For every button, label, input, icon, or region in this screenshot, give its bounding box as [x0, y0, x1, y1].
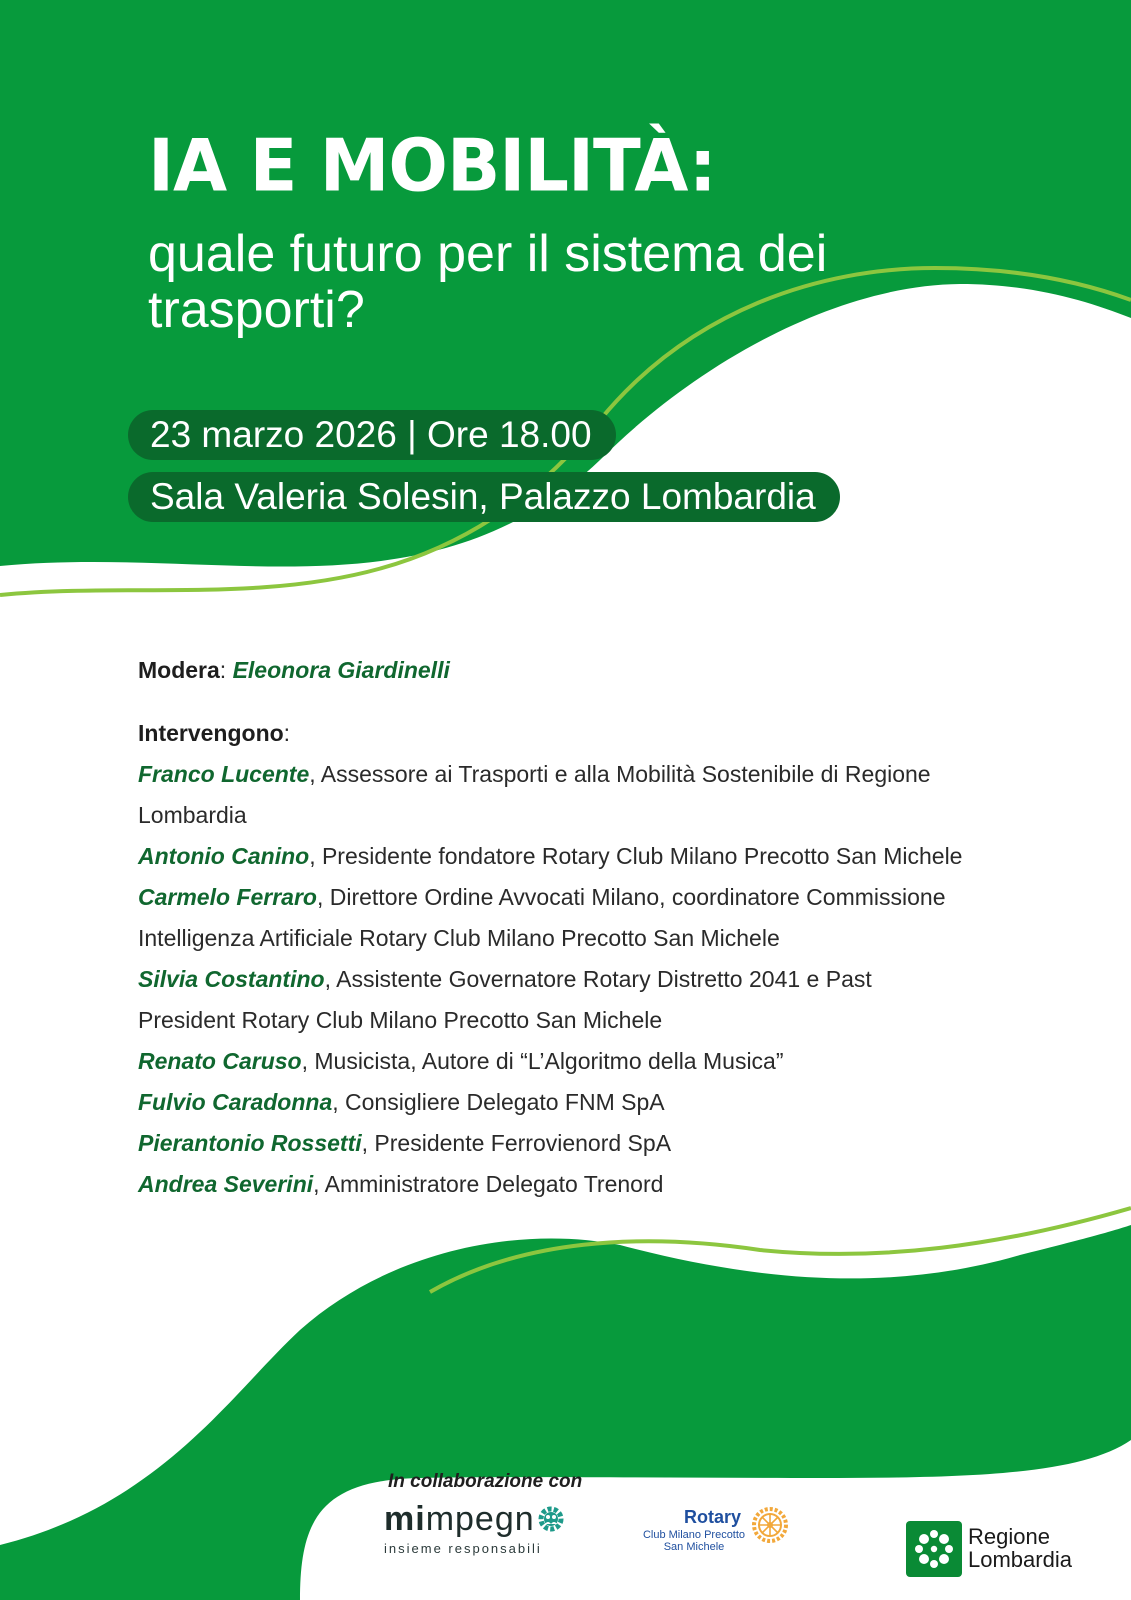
speaker-item: [138, 836, 1038, 877]
date-time-badge: 23 marzo 2026 | Ore 18.00: [128, 410, 616, 460]
speaker-item: [138, 959, 1038, 1000]
speaker-item: [138, 1082, 1038, 1123]
event-title: IA E MOBILITÀ:: [148, 123, 716, 209]
speaker-item: [138, 877, 1038, 918]
mimpegno-logo-mi: mi: [384, 1500, 426, 1538]
speakers-label: Intervengono: [138, 720, 284, 746]
rotary-logo: [634, 1505, 794, 1555]
speaker-name: Franco Lucente: [138, 761, 310, 787]
speaker-name: Pierantonio Rossetti: [138, 1130, 362, 1156]
event-subtitle: quale futuro per il sistema dei trasporti?: [148, 225, 828, 339]
speaker-item: [138, 1164, 1038, 1205]
speaker-name: Andrea Severini: [138, 1171, 314, 1197]
speaker-role: , Presidente fondatore Rotary Club Milano Precotto San Michele: [309, 843, 963, 869]
speaker-role: , Presidente Ferrovienord SpA: [361, 1130, 672, 1156]
venue-badge: Sala Valeria Solesin, Palazzo Lombardia: [128, 472, 840, 522]
speaker-item: [138, 1123, 1038, 1164]
regione-line2: Lombardia: [968, 1547, 1072, 1572]
regione-line1: Regione: [968, 1524, 1050, 1549]
speaker-role: , Assessore ai Trasporti e alla Mobilità Sostenibile di Regione: [309, 761, 931, 787]
moderator-label: Modera: [138, 657, 220, 683]
speakers-heading: Intervengono:: [138, 720, 291, 746]
collaboration-label: In collaborazione con: [388, 1471, 583, 1492]
speaker-role: , Consigliere Delegato FNM SpA: [332, 1089, 665, 1115]
moderator-name: Eleonora Giardinelli: [232, 657, 450, 683]
speaker-name: Fulvio Caradonna: [138, 1089, 333, 1115]
speaker-item: [138, 1041, 1038, 1082]
program-section: [138, 650, 1038, 1205]
rotary-wheel-icon: [750, 1505, 790, 1545]
speaker-role-continued: President Rotary Club Milano Precotto San Michele: [138, 1007, 663, 1033]
rotary-club-line1: Club Milano Precotto: [642, 1529, 746, 1541]
regione-lombardia-logo: [906, 1521, 1106, 1579]
speaker-item: [138, 754, 1038, 795]
rotary-title: Rotary: [684, 1507, 742, 1527]
speaker-role: , Direttore Ordine Avvocati Milano, coordinatore Commissione: [316, 884, 946, 910]
regione-lombardia-rosa-icon: [906, 1521, 962, 1577]
gear-people-icon: [536, 1504, 566, 1534]
mimpegno-logo-rest: mpegn: [425, 1500, 535, 1538]
speaker-role: , Musicista, Autore di “L’Algoritmo della Musica”: [301, 1048, 784, 1074]
speaker-name: Renato Caruso: [138, 1048, 302, 1074]
mimpegno-logo: [384, 1500, 594, 1562]
speaker-role: , Amministratore Delegato Trenord: [313, 1171, 664, 1197]
speaker-name: Antonio Canino: [138, 843, 310, 869]
speaker-role-continued: Intelligenza Artificiale Rotary Club Milano Precotto San Michele: [138, 925, 780, 951]
speaker-role: , Assistente Governatore Rotary Distretto 2041 e Past: [324, 966, 872, 992]
speaker-role-continued: Lombardia: [138, 802, 247, 828]
mimpegno-tagline: insieme responsabili: [384, 1541, 542, 1556]
speaker-name: Carmelo Ferraro: [138, 884, 317, 910]
moderator-line: Modera: Eleonora Giardinelli: [138, 657, 450, 683]
speaker-name: Silvia Costantino: [138, 966, 325, 992]
rotary-club-line2: San Michele: [663, 1541, 725, 1553]
